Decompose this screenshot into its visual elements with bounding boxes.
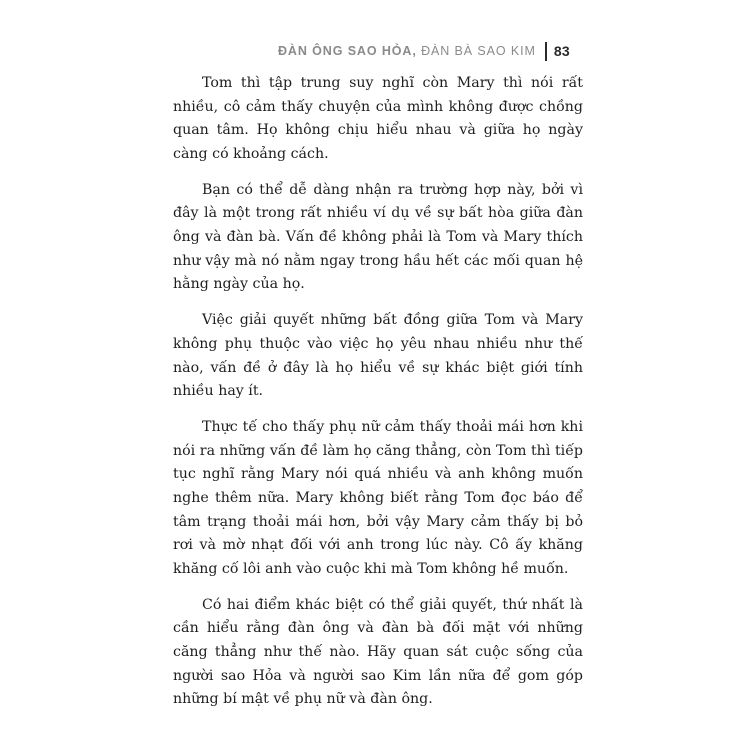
book-title-bold: ĐÀN ÔNG SAO HỎA, [278, 44, 417, 58]
running-header [278, 41, 570, 61]
book-title-rest: ĐÀN BÀ SAO KIM [421, 44, 536, 58]
paragraph: Việc giải quyết những bất đồng giữa Tom và Mary không phụ thuộc vào việc họ yêu nhau nhiều như thế nào, vấn đề ở đây là họ hiểu về sự khác biệt giới tính nhiều hay ít. [173, 312, 583, 400]
paragraph: Có hai điểm khác biệt có thể giải quyết, thứ nhất là cần hiểu rằng đàn ông và đàn bà đối mặt với những căng thẳng như thế nào. Hãy quan sát cuộc sống của người sao Hỏa và người sao Kim lần nữa để gom góp những bí mật về phụ nữ và đàn ông. [173, 596, 583, 708]
paragraph: Thực tế cho thấy phụ nữ cảm thấy thoải mái hơn khi nói ra những vấn đề làm họ căng thẳng, còn Tom thì tiếp tục nghĩ rằng Mary nói quá nhiều và anh không muốn nghe thêm nữa. Mary không biết rằng Tom đọc báo để tâm trạng thoải mái hơn, bởi vậy Mary cảm thấy bị bỏ rơi và mờ nhạt đối với anh trong lúc này. Cô ấy khăng khăng cố lôi anh vào cuộc khi mà Tom không hề muốn. [173, 419, 583, 577]
page-number: 83 [553, 43, 570, 59]
paragraph: Tom thì tập trung suy nghĩ còn Mary thì nói rất nhiều, cô cảm thấy chuyện của mình không được chồng quan tâm. Họ không chịu hiểu nhau và giữa họ ngày càng có khoảng cách. [173, 75, 583, 162]
paragraph: Bạn có thể dễ dàng nhận ra trường hợp này, bởi vì đây là một trong rất nhiều ví dụ về sự bất hòa giữa đàn ông và đàn bà. Vấn đề không phải là Tom và Mary thích như vậy mà nó nằm ngay trong hầu hết các mối quan hệ hằng ngày của họ. [173, 181, 583, 293]
header-divider [545, 42, 547, 61]
body-text [173, 72, 583, 724]
